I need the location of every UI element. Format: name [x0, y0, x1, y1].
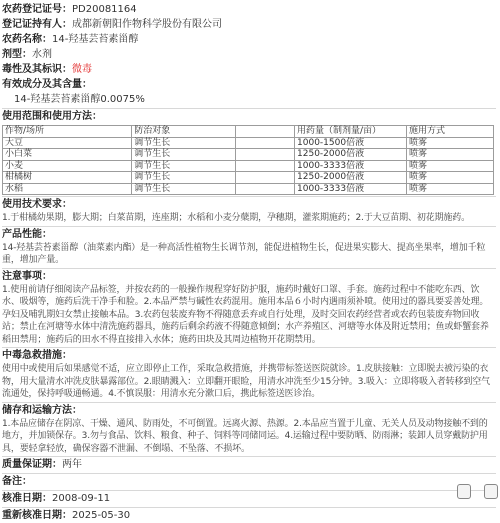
ingredient-row: [2, 77, 496, 92]
form-row: [2, 47, 496, 62]
usage-blank: [236, 172, 295, 184]
usage-col-dosage: 用药量（制剂量/亩）: [295, 126, 407, 138]
warranty-label: 质量保证期：: [2, 459, 62, 470]
storage-title: 储存和运输方法：: [2, 404, 82, 416]
notes-text: 1.使用前请仔细阅读产品标签，并按农药的一般操作规程穿好防护服，施药时戴好口罩、手套。施药过程中不能吃东西、饮水、吸烟等，施药后洗干净手和脸。2.本品严禁与碱性农药混用。施用本品６小时内遇雨须补喷。使用过的器具要妥善处理。孕妇及哺乳期妇女禁止接触本品。3.农药包装废弃物不得随意丢弃或自行处理，及时交回农药经营者或农药包装废弃物回收站；禁止在河塘等水体中清洗施药器具，施药后剩余药液不得随意倾倒；水产养殖区、河塘等水体及附近禁用；鱼或虾蟹套养稻田禁用；施药后的田水不得直接排入水体；施药田块及其周边植物开花期禁用。: [2, 284, 489, 345]
usage-target: 调节生长: [132, 160, 236, 172]
remark-row: [2, 473, 496, 489]
usage-dosage: 1250-2000倍液: [295, 149, 407, 161]
tech-title-row: [2, 196, 496, 212]
table-row: [3, 137, 494, 149]
perf-title: 产品性能：: [2, 228, 52, 240]
notes-title-row: [2, 268, 496, 284]
name-value: 14-羟基芸苔素甾醇: [52, 34, 139, 45]
table-row: [3, 160, 494, 172]
ingredient-value: 14-羟基芸苔素甾醇0.0075%: [14, 94, 145, 105]
usage-target: 调节生长: [132, 149, 236, 161]
approve-value: 2008-09-11: [52, 493, 111, 504]
perf-title-row: [2, 226, 496, 242]
aid-title-row: [2, 347, 496, 363]
usage-col-target: 防治对象: [132, 126, 236, 138]
usage-blank: [236, 137, 295, 149]
usage-title: 使用范围和使用方法：: [2, 111, 102, 122]
usage-dosage: 1000-1500倍液: [295, 137, 407, 149]
approve-label: 核准日期：: [2, 493, 52, 504]
toxicity-row: [2, 62, 496, 77]
form-label: 剂型：: [2, 49, 32, 60]
reapprove-value: 2025-05-30: [72, 510, 131, 521]
usage-method: 喷雾: [406, 183, 493, 195]
toxicity-value: 微毒: [72, 64, 92, 75]
usage-col-crop: 作物/场所: [3, 126, 132, 138]
aid-title: 中毒急救措施：: [2, 350, 72, 361]
usage-header-row: [3, 126, 494, 138]
usage-col-method: 施用方式: [406, 126, 493, 138]
usage-crop: 小麦: [3, 160, 132, 172]
usage-dosage: 1000-3333倍液: [295, 160, 407, 172]
usage-crop: 柑橘树: [3, 172, 132, 184]
usage-dosage: 1250-2000倍液: [295, 172, 407, 184]
holder-label: 登记证持有人：: [2, 19, 72, 30]
usage-method: 喷雾: [406, 149, 493, 161]
warranty-row: [2, 456, 496, 472]
usage-blank: [236, 183, 295, 195]
usage-method: 喷雾: [406, 172, 493, 184]
usage-crop: 大豆: [3, 137, 132, 149]
reg-no-value: PD20081164: [72, 4, 137, 15]
usage-method: 喷雾: [406, 137, 493, 149]
table-row: [3, 172, 494, 184]
usage-method: 喷雾: [406, 160, 493, 172]
ingredient-label: 有效成分及其含量：: [2, 79, 92, 90]
form-value: 水剂: [32, 49, 52, 60]
reg-no-row: [2, 2, 496, 17]
perf-text: 14-羟基芸苔素甾醇（油菜素内酯）是一种高活性植物生长调节剂，能促进植物生长，促进果实膨大、提高坐果率，增加千粒重，增加产量。: [2, 242, 486, 265]
remark-label: 备注：: [2, 476, 32, 487]
storage-text: 1.本品应储存在阴凉、干燥、通风、防雨处，不可倒置。远离火源、热源。2.本品应当置于儿童、无关人员及动物接触不到的地方，并加锁保存。3.勿与食品、饮料、粮食、种子、饲料等同储同运。4.运输过程中要防晒、防雨淋；装卸人员穿戴防护用具，要轻拿轻放，确保容器不泄漏、不倒塌、不坠落、不损坏。: [2, 418, 488, 454]
tech-title: 使用技术要求：: [2, 199, 72, 210]
usage-target: 调节生长: [132, 137, 236, 149]
usage-target: 调节生长: [132, 172, 236, 184]
aid-text: 使用中或使用后如果感觉不适，应立即停止工作，采取急救措施，并携带标签送医院就诊。1.皮肤接触：立即脱去被污染的衣物，用大量清水冲洗皮肤暴露部位。2.眼睛溅入：立即翻开眼睑，用清水冲洗至少15分钟。3.吸入：立即将吸入者转移到空气流通处，保持呼吸通畅通。4.不慎误服：用清水充分漱口后，携此标签送医诊治。: [2, 364, 490, 399]
usage-blank: [236, 149, 295, 161]
holder-value: 成都新朝阳作物科学股份有限公司: [72, 19, 222, 30]
reapprove-row: [2, 507, 496, 523]
tech-text: 1.于柑橘幼果期，膨大期；白菜苗期，连座期；水稻和小麦分蘖期，孕穗期，灌浆期施药；2.于大豆苗期、初花期施药。: [2, 213, 470, 223]
name-row: [2, 32, 496, 47]
label-document: [2, 2, 496, 523]
storage-title-row: [2, 402, 496, 418]
reg-no-label: 农药登记证号：: [2, 4, 72, 15]
usage-dosage: 1000-3333倍液: [295, 183, 407, 195]
table-row: [3, 183, 494, 195]
holder-row: [2, 17, 496, 32]
warranty-value: 两年: [62, 459, 82, 470]
reapprove-label: 重新核准日期：: [2, 510, 72, 521]
usage-crop: 水稻: [3, 183, 132, 195]
usage-col-blank: [236, 126, 295, 138]
notes-title: 注意事项：: [2, 270, 52, 282]
usage-crop: 小白菜: [3, 149, 132, 161]
usage-target: 调节生长: [132, 183, 236, 195]
name-label: 农药名称：: [2, 34, 52, 45]
bottom-buttons: [449, 484, 498, 503]
table-row: [3, 149, 494, 161]
usage-blank: [236, 160, 295, 172]
usage-table: [2, 125, 494, 195]
approve-row: [2, 490, 496, 506]
partial-button-right[interactable]: [484, 484, 498, 499]
usage-title-row: [2, 108, 496, 124]
partial-button-left[interactable]: [457, 484, 471, 499]
toxicity-label: 毒性及其标识：: [2, 64, 72, 75]
